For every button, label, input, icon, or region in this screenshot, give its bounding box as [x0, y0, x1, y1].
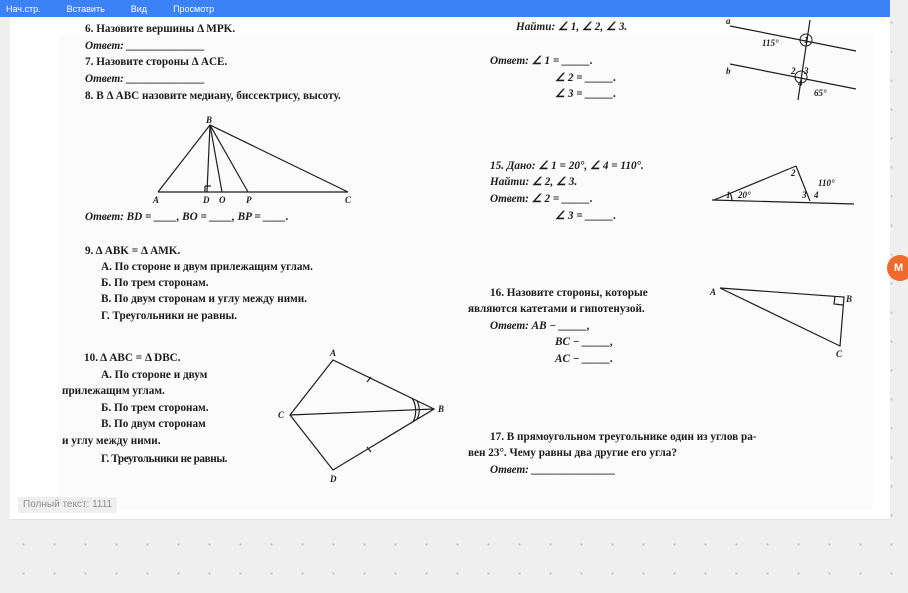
question-9: 9. Δ ABK = Δ AMK.: [85, 245, 181, 257]
fig10-label-D: D: [330, 474, 337, 484]
answer-17: Ответ: _______________: [490, 464, 616, 476]
fig15-label-1: 1: [726, 190, 731, 200]
q16-answer-2: BC − _____,: [555, 336, 614, 348]
fig8-label-D: D: [203, 195, 210, 205]
full-text-counter: Полный текст: 1111: [18, 497, 117, 513]
answer-8: Ответ: BD = ____, BO = ____, BP = ____.: [85, 211, 289, 223]
toolbar: [0, 0, 890, 17]
q14-find: Найти: ∠ 1, ∠ 2, ∠ 3.: [516, 21, 628, 33]
question-8: 8. В Δ ABC назовите медиану, биссектрису, высоту.: [85, 90, 341, 102]
question-7: 7. Назовите стороны Δ ACE.: [85, 56, 228, 68]
figure-8-triangle: [150, 115, 360, 210]
q14-answer-1: Ответ: ∠ 1 = _____.: [490, 55, 593, 67]
q9-option-a: А. По стороне и двум прилежащим углам.: [101, 261, 313, 273]
figure-16-right-triangle: [708, 282, 858, 364]
q14-answer-2: ∠ 2 = _____.: [555, 72, 617, 84]
fig8-label-O: O: [219, 195, 226, 205]
fig8-label-P: P: [246, 195, 252, 205]
answer-7: Ответ: ______________: [85, 73, 205, 85]
fig10-label-C: C: [278, 410, 285, 420]
menu-view[interactable]: Вид: [130, 3, 148, 14]
fig16-label-B: B: [846, 294, 853, 304]
fig16-label-C: C: [836, 349, 843, 359]
question-17-line1: 17. В прямоугольном треугольнике один из углов ра-: [490, 431, 757, 443]
fig15-label-2: 2: [791, 168, 796, 178]
fig14-label-a: a: [726, 16, 731, 26]
menu-preview[interactable]: Просмотр: [173, 3, 215, 14]
q16-answer-3: AC − _____.: [555, 353, 614, 365]
fig15-label-110: 110°: [818, 178, 835, 188]
menu-insert[interactable]: Вставить: [66, 3, 105, 14]
q15-answer-1: Ответ: ∠ 2 = _____.: [490, 193, 593, 205]
question-17-line2: вен 23°. Чему равны два другие его угла?: [468, 447, 677, 459]
fig15-label-20: 20°: [738, 190, 751, 200]
q10-option-d: Г. Треугольники не равны.: [101, 453, 228, 465]
fig8-label-B: B: [206, 115, 213, 125]
figure-15-triangle: [710, 160, 860, 210]
q15-answer-2: ∠ 3 = _____.: [555, 210, 617, 222]
fig10-label-A: A: [330, 348, 337, 358]
fig14-label-1: 1: [804, 35, 809, 45]
fig8-label-A: A: [153, 195, 160, 205]
answer-6: Ответ: ______________: [85, 40, 205, 52]
q15-find: Найти: ∠ 2, ∠ 3.: [490, 176, 578, 188]
fig16-label-A: A: [710, 287, 717, 297]
q10-option-a-line1: А. По стороне и двум: [101, 369, 208, 381]
fig14-label-115: 115°: [762, 38, 779, 48]
figure-10-kite: [274, 342, 454, 487]
q9-option-b: Б. По трем сторонам.: [101, 277, 209, 289]
fig10-label-B: B: [438, 404, 445, 414]
q10-option-c-line1: В. По двум сторонам: [101, 418, 206, 430]
question-16-line1: 16. Назовите стороны, которые: [490, 287, 648, 299]
q10-option-a-line2: прилежащим углам.: [62, 385, 165, 397]
q9-option-c: В. По двум сторонам и углу между ними.: [101, 293, 308, 305]
menu-home[interactable]: Нач.стр.: [6, 3, 41, 14]
user-avatar[interactable]: M: [887, 255, 908, 281]
fig15-label-4: 4: [814, 190, 819, 200]
question-16-line2: являются катетами и гипотенузой.: [468, 303, 645, 315]
fig14-label-4: 4: [798, 78, 803, 88]
q15-given: 15. Дано: ∠ 1 = 20°, ∠ 4 = 110°.: [490, 160, 644, 172]
q16-answer-1: Ответ: AB − _____,: [490, 320, 590, 332]
fig14-label-65: 65°: [814, 88, 827, 98]
figure-14-parallel-lines: [724, 18, 864, 102]
q10-option-b: Б. По трем сторонам.: [101, 402, 209, 414]
q9-option-d: Г. Треугольники не равны.: [101, 310, 238, 322]
question-6: 6. Назовите вершины Δ MPK.: [85, 23, 236, 35]
fig8-label-C: C: [345, 195, 352, 205]
fig14-label-b: b: [726, 66, 731, 76]
q10-option-c-line2: и углу между ними.: [62, 435, 161, 447]
q14-answer-3: ∠ 3 = _____.: [555, 88, 617, 100]
question-10: 10. Δ ABC = Δ DBC.: [84, 352, 181, 364]
fig15-label-3: 3: [802, 190, 807, 200]
fig14-label-2: 2: [791, 66, 796, 76]
fig14-label-3: 3: [804, 66, 809, 76]
